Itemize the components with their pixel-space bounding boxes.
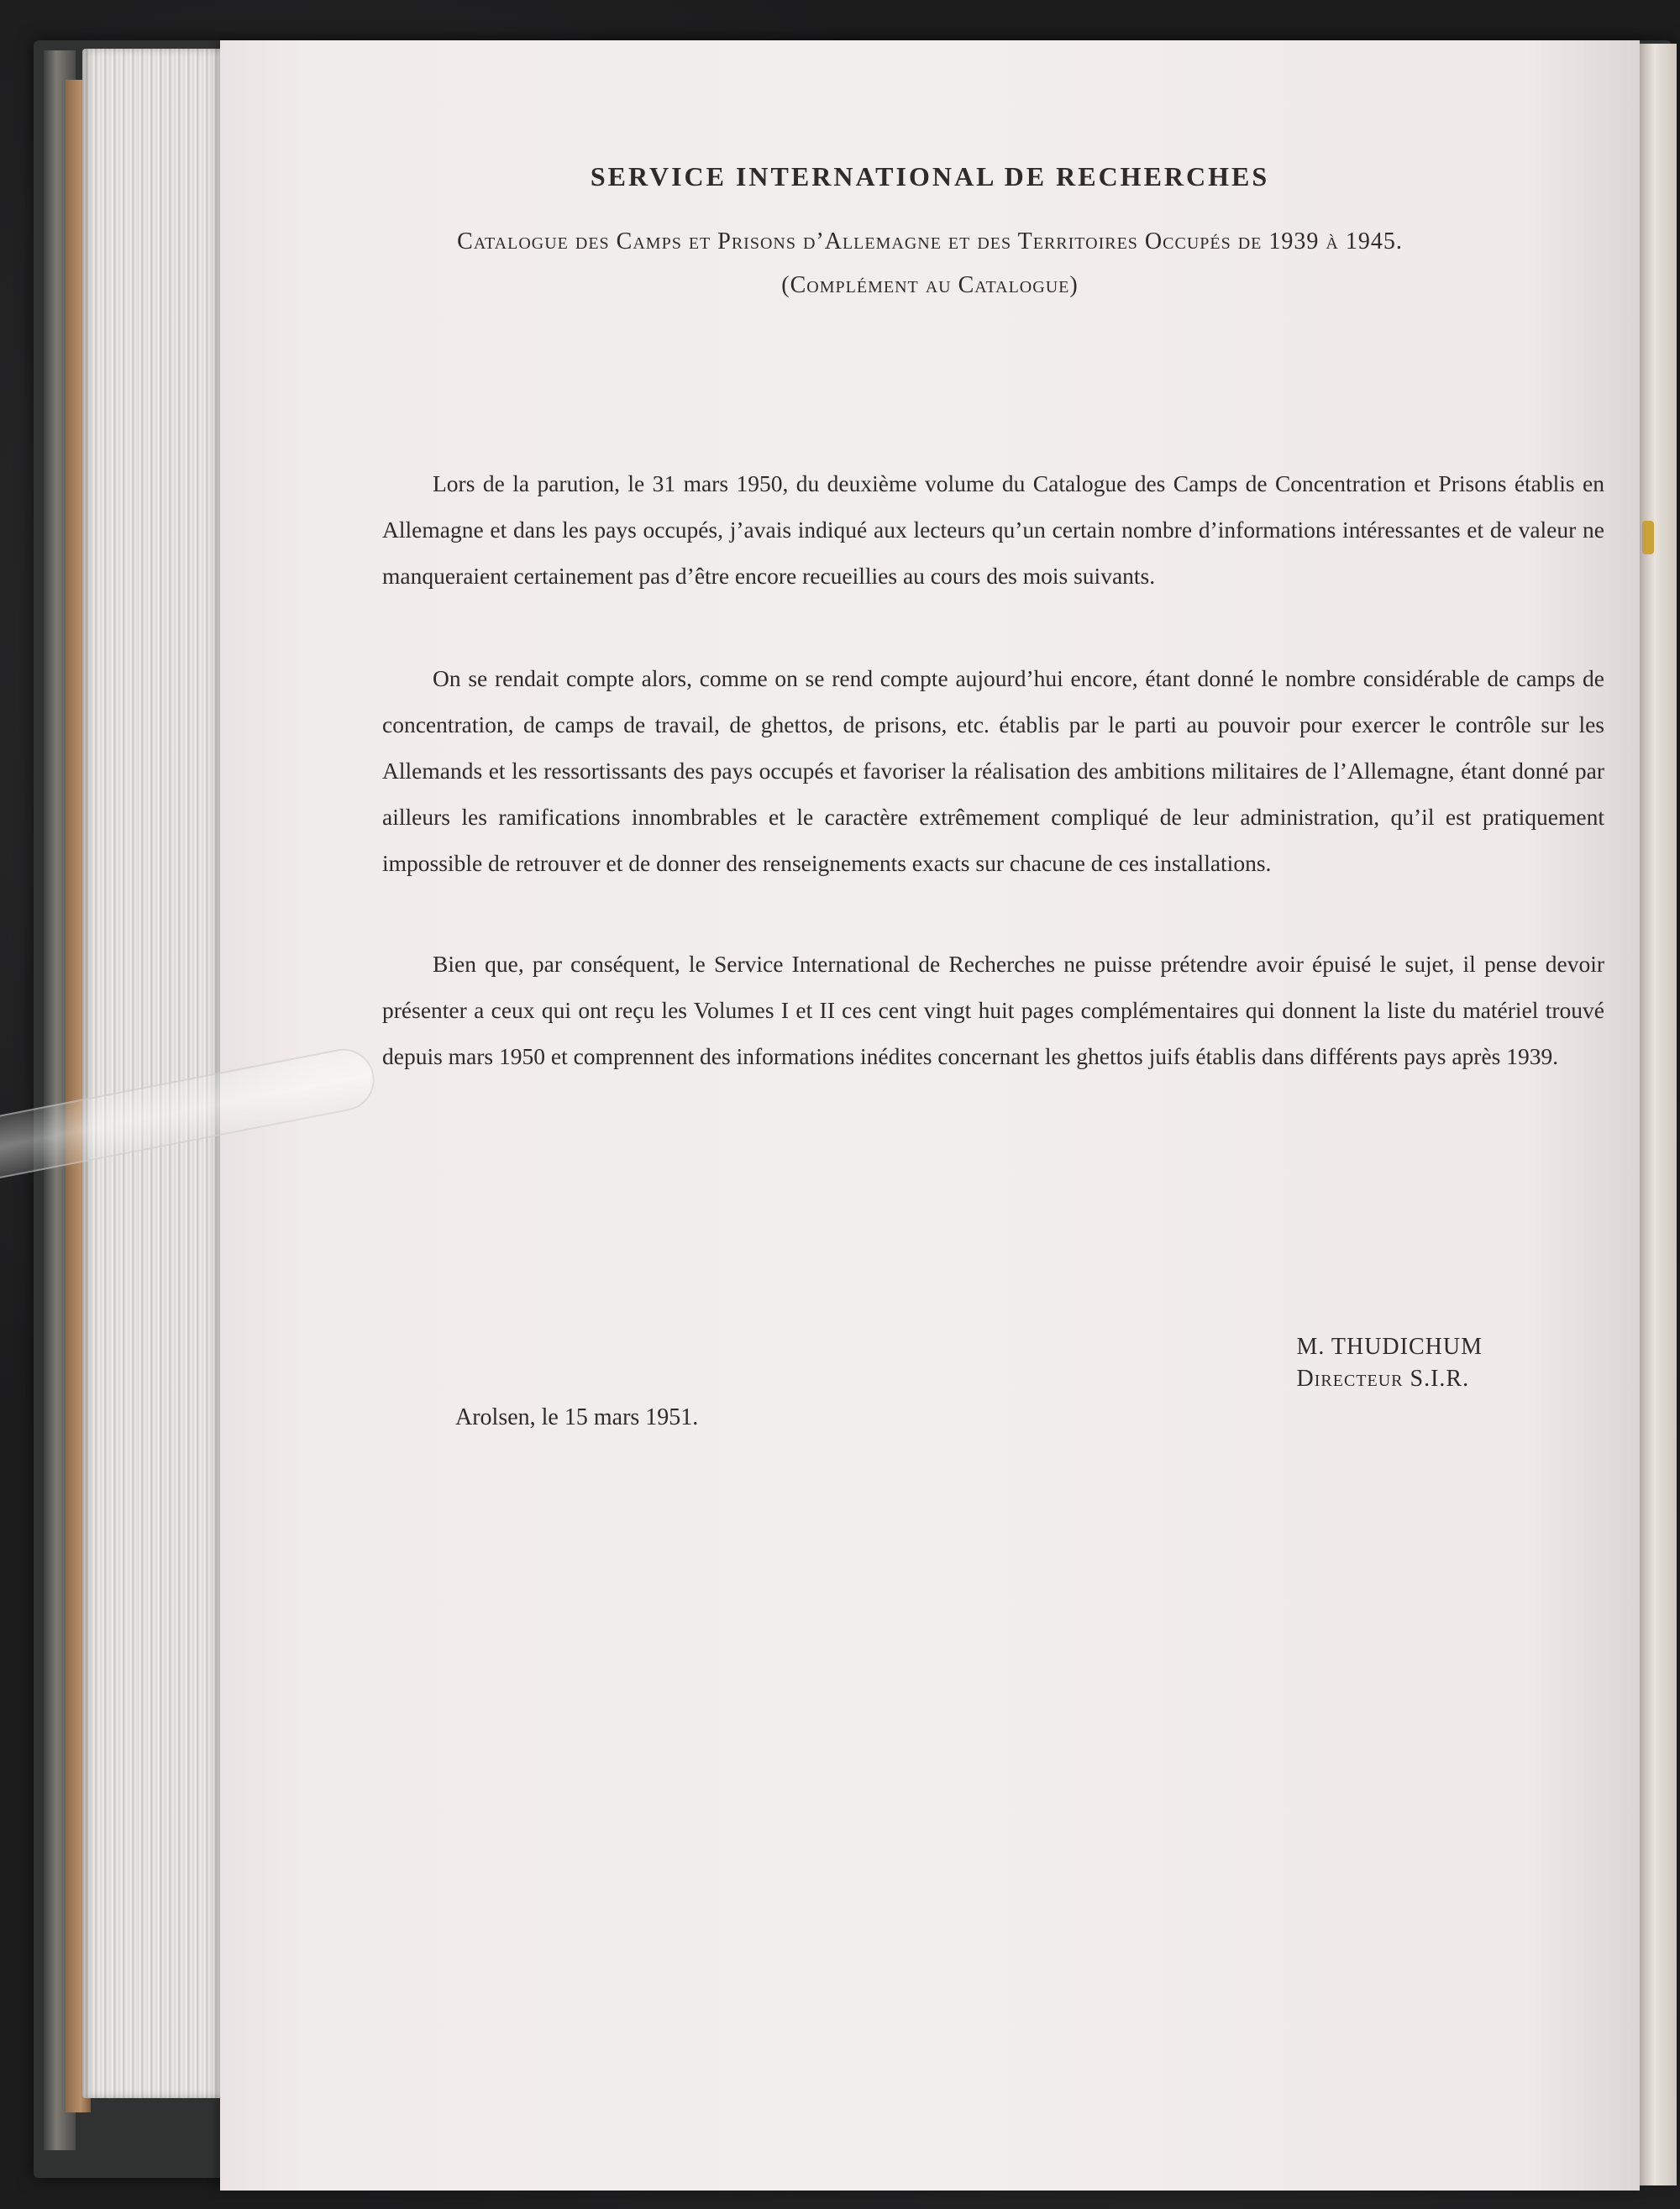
signature-role: Directeur S.I.R. <box>1296 1366 1470 1392</box>
ribbon-marker <box>1642 521 1654 554</box>
signature-name: M. THUDICHUM <box>1296 1334 1483 1360</box>
signature-block <box>1297 1331 1483 1395</box>
document-subtitle-note: (Complément au Catalogue) <box>781 272 1079 298</box>
paragraph-3: Bien que, par conséquent, le Service International de Recherches ne puisse prétendre avoir épuisé le sujet, il pense devoir présenter a ceux qui ont reçu les Volumes I et II ces cent vingt huit pages complémentaires qui donnent la liste du matériel trouvé depuis mars 1950 et comprennent des informations inédites concernant les ghettos juifs établis dans différents pays après 1939. <box>382 951 1604 1069</box>
document-subtitle: Catalogue des Camps et Prisons d’Allemagne et des Territoires Occupés de 1939 à 1945. <box>457 228 1403 254</box>
document-title: SERVICE INTERNATIONAL DE RECHERCHES <box>590 161 1270 192</box>
place-date: Arolsen, le 15 mars 1951. <box>455 1404 699 1430</box>
paragraph-1: Lors de la parution, le 31 mars 1950, du deuxième volume du Catalogue des Camps de Concentration et Prisons établis en Allemagne et dans les pays occupés, j’avais indiqué aux lecteurs qu’un certain nombre d’informations intéressantes et de valeur ne manqueraient certainement pas d’être encore recueillies au cours des mois suivants. <box>382 470 1604 589</box>
paragraph-2: On se rendait compte alors, comme on se rend compte aujourd’hui encore, étant donné le nombre considérable de camps de concentration, de camps de travail, de ghettos, de prisons, etc. établis par le parti au pouvoir pour exercer le contrôle sur les Allemands et les ressortissants des pays occupés et favoriser la réalisation des ambitions militaires de l’Allemagne, étant donné par ailleurs les ramifications innombrables et le caractère extrêmement compliqué de leur administration, qu’il est pratiquement impossible de retrouver et de donner des renseignements exacts sur chacune de ces installations. <box>382 665 1604 876</box>
document-page <box>220 40 1640 2191</box>
facing-page-edge <box>1640 44 1677 2185</box>
